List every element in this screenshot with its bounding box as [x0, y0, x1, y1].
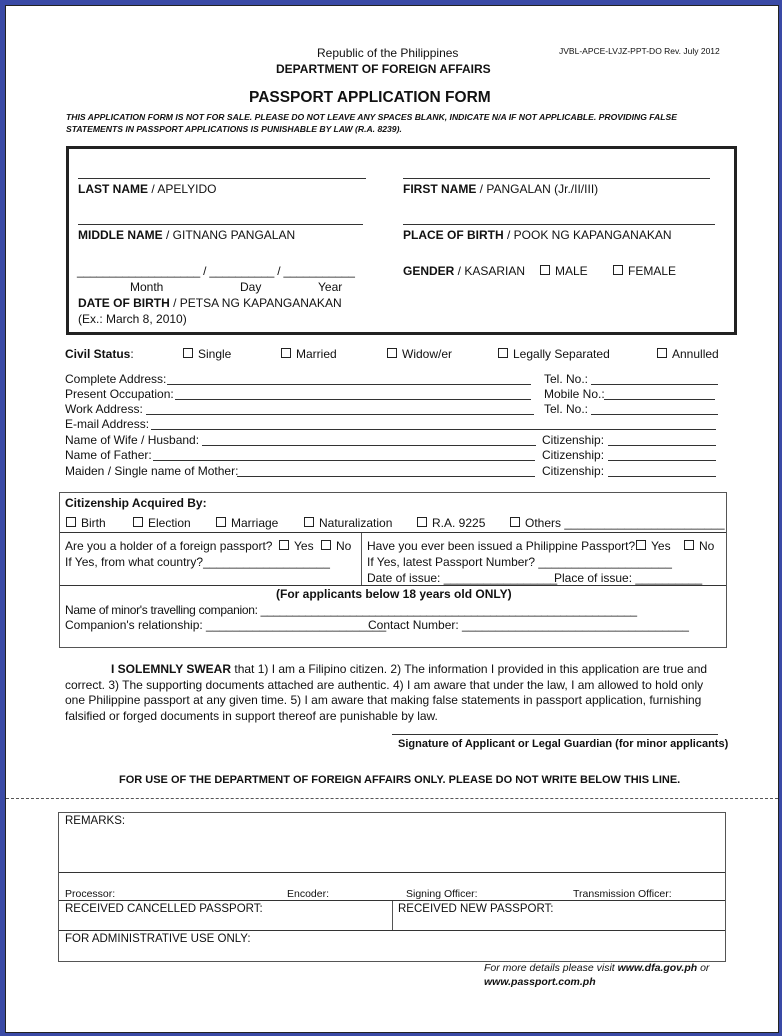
received-cancelled-label: RECEIVED CANCELLED PASSPORT: — [65, 903, 263, 915]
occupation-input[interactable] — [175, 399, 531, 400]
ph-passport-question: Have you ever been issued a Philippine Passport? — [367, 539, 636, 553]
gender-label: GENDER / KASARIAN — [403, 264, 526, 278]
divider — [60, 532, 726, 533]
civil-status-widow[interactable]: Widow/er — [387, 347, 452, 361]
gender-female-checkbox[interactable]: FEMALE — [613, 264, 676, 278]
mobile-label: Mobile No.: — [544, 387, 605, 401]
divider — [392, 901, 393, 930]
date-of-birth-label: DATE OF BIRTH / PETSA NG KAPANGANAKAN — [78, 296, 342, 310]
citizenship-marriage[interactable]: Marriage — [216, 516, 278, 530]
tel-label: Tel. No.: — [544, 372, 589, 386]
day-label: Day — [240, 280, 262, 294]
divider — [60, 585, 726, 586]
checkbox-icon — [387, 348, 397, 358]
received-new-label: RECEIVED NEW PASSPORT: — [398, 903, 554, 915]
civil-status-single[interactable]: Single — [183, 347, 231, 361]
foreign-passport-yes[interactable]: Yes — [279, 539, 314, 553]
complete-address-input[interactable] — [167, 384, 531, 385]
office-use-notice: FOR USE OF THE DEPARTMENT OF FOREIGN AFFAIRS ONLY. PLEASE DO NOT WRITE BELOW THIS LINE. — [119, 774, 681, 786]
passport-site-link[interactable]: www.passport.com.ph — [484, 976, 596, 988]
civil-status-label: Civil Status: — [65, 347, 134, 361]
signature-line[interactable] — [392, 734, 718, 735]
divider — [59, 930, 725, 931]
first-name-label: FIRST NAME / PANGALAN (Jr./II/III) — [403, 182, 599, 196]
citizenship-ra9225[interactable]: R.A. 9225 — [417, 516, 485, 530]
divider — [361, 533, 362, 585]
minor-companion-input[interactable]: Name of minor's travelling companion: ___________________________________________________________ — [65, 603, 637, 617]
checkbox-icon — [321, 540, 331, 550]
latest-passport-number-input[interactable]: If Yes, latest Passport Number? ____________________ — [367, 555, 672, 569]
citizenship3-label: Citizenship: — [542, 464, 605, 478]
notice-line-2: STATEMENTS IN PASSPORT APPLICATIONS IS PUNISHABLE BY LAW (R.A. 8239). — [66, 124, 402, 134]
tel-input[interactable] — [591, 384, 718, 385]
month-label: Month — [130, 280, 164, 294]
ph-passport-yes[interactable]: Yes — [636, 539, 671, 553]
foreign-passport-no[interactable]: No — [321, 539, 351, 553]
admin-use-label: FOR ADMINISTRATIVE USE ONLY: — [65, 933, 251, 945]
checkbox-icon — [684, 540, 694, 550]
dfa-link[interactable]: www.dfa.gov.ph — [617, 962, 698, 974]
first-name-input[interactable] — [403, 178, 710, 179]
checkbox-icon — [216, 517, 226, 527]
citizenship2-input[interactable] — [608, 460, 716, 461]
civil-status-annulled[interactable]: Annulled — [657, 347, 719, 361]
last-name-input[interactable] — [78, 178, 366, 179]
father-label: Name of Father: — [65, 448, 152, 462]
minor-section-header: (For applicants below 18 years old ONLY) — [276, 587, 512, 601]
citizenship-others[interactable]: Others ________________________ — [510, 516, 725, 530]
mobile-input[interactable] — [604, 399, 715, 400]
place-of-birth-input[interactable] — [403, 224, 715, 225]
signing-officer-label: Signing Officer: — [406, 888, 478, 900]
department-title: DEPARTMENT OF FOREIGN AFFAIRS — [276, 62, 491, 76]
citizenship-election[interactable]: Election — [133, 516, 191, 530]
foreign-country-input[interactable]: If Yes, from what country?___________________ — [65, 555, 330, 569]
companion-relationship-input[interactable]: Companion's relationship: ___________________________ — [65, 618, 387, 632]
father-input[interactable] — [153, 460, 535, 461]
oath-paragraph: I SOLEMNLY SWEAR that 1) I am a Filipino citizen. 2) The information I provided in this application are true and correct. 3) The supporting documents attached are authentic. 4) I am aware that under the law, I am allowed to hold only one Philippine passport at any given time. 5) I am aware that making false statements in passport application, furnishing falsified or forged documents in support thereof are punishable by law. — [65, 662, 708, 723]
tel2-label: Tel. No.: — [544, 402, 589, 416]
citizenship-naturalization[interactable]: Naturalization — [304, 516, 392, 530]
tel2-input[interactable] — [591, 414, 718, 415]
citizenship1-input[interactable] — [608, 445, 716, 446]
civil-status-separated[interactable]: Legally Separated — [498, 347, 610, 361]
foreign-passport-question: Are you a holder of a foreign passport? — [65, 539, 273, 553]
complete-address-label: Complete Address: — [65, 372, 167, 386]
date-of-birth-input[interactable]: ___________________ / __________ / ___________ — [77, 264, 355, 278]
notice-line-1: THIS APPLICATION FORM IS NOT FOR SALE. PLEASE DO NOT LEAVE ANY SPACES BLANK, INDICATE N/A IF NOT APPLICABLE. PROVIDING FALSE — [66, 112, 677, 122]
citizenship-acquired-title: Citizenship Acquired By: — [65, 496, 207, 510]
divider — [59, 872, 725, 873]
work-address-label: Work Address: — [65, 402, 143, 416]
remarks-label: REMARKS: — [65, 815, 126, 827]
spouse-input[interactable] — [202, 445, 536, 446]
contact-number-input[interactable]: Contact Number: __________________________________ — [368, 618, 689, 632]
cut-line — [6, 798, 778, 799]
page-title: PASSPORT APPLICATION FORM — [249, 89, 491, 106]
form-code: JVBL-APCE-LVJZ-PPT-DO Rev. July 2012 — [559, 46, 720, 56]
citizenship-birth[interactable]: Birth — [66, 516, 106, 530]
citizenship1-label: Citizenship: — [542, 433, 605, 447]
checkbox-icon — [279, 540, 289, 550]
gender-male-checkbox[interactable]: MALE — [540, 264, 588, 278]
place-of-issue-input[interactable]: Place of issue: __________ — [554, 571, 703, 585]
transmission-officer-label: Transmission Officer: — [573, 888, 672, 900]
place-of-birth-label: PLACE OF BIRTH / POOK NG KAPANGANAKAN — [403, 228, 672, 242]
mother-input[interactable] — [237, 476, 535, 477]
civil-status-married[interactable]: Married — [281, 347, 337, 361]
citizenship3-input[interactable] — [608, 476, 716, 477]
middle-name-label: MIDDLE NAME / GITNANG PANGALAN — [78, 228, 296, 242]
checkbox-icon — [498, 348, 508, 358]
republic-text: Republic of the Philippines — [317, 46, 459, 60]
spouse-label: Name of Wife / Husband: — [65, 433, 200, 447]
footer-line-1: For more details please visit www.dfa.gov.ph or — [484, 962, 710, 974]
checkbox-icon — [636, 540, 646, 550]
encoder-label: Encoder: — [287, 888, 330, 900]
email-input[interactable] — [151, 429, 716, 430]
year-label: Year — [318, 280, 343, 294]
checkbox-icon — [657, 348, 667, 358]
work-address-input[interactable] — [146, 414, 534, 415]
checkbox-icon — [133, 517, 143, 527]
occupation-label: Present Occupation: — [65, 387, 174, 401]
checkbox-icon — [281, 348, 291, 358]
checkbox-icon — [66, 517, 76, 527]
middle-name-input[interactable] — [78, 224, 363, 225]
checkbox-icon — [613, 265, 623, 275]
ph-passport-no[interactable]: No — [684, 539, 714, 553]
passport-application-form — [5, 5, 779, 1033]
last-name-label: LAST NAME / APELYIDO — [78, 182, 217, 196]
processor-label: Processor: — [65, 888, 116, 900]
citizenship2-label: Citizenship: — [542, 448, 605, 462]
checkbox-icon — [510, 517, 520, 527]
date-of-issue-input[interactable]: Date of issue: _________________ — [367, 571, 558, 585]
checkbox-icon — [304, 517, 314, 527]
checkbox-icon — [183, 348, 193, 358]
mother-label: Maiden / Single name of Mother: — [65, 464, 239, 478]
checkbox-icon — [540, 265, 550, 275]
email-label: E-mail Address: — [65, 417, 150, 431]
dob-example: (Ex.: March 8, 2010) — [78, 312, 187, 326]
checkbox-icon — [417, 517, 427, 527]
signature-label: Signature of Applicant or Legal Guardian (for minor applicants) — [398, 738, 729, 750]
